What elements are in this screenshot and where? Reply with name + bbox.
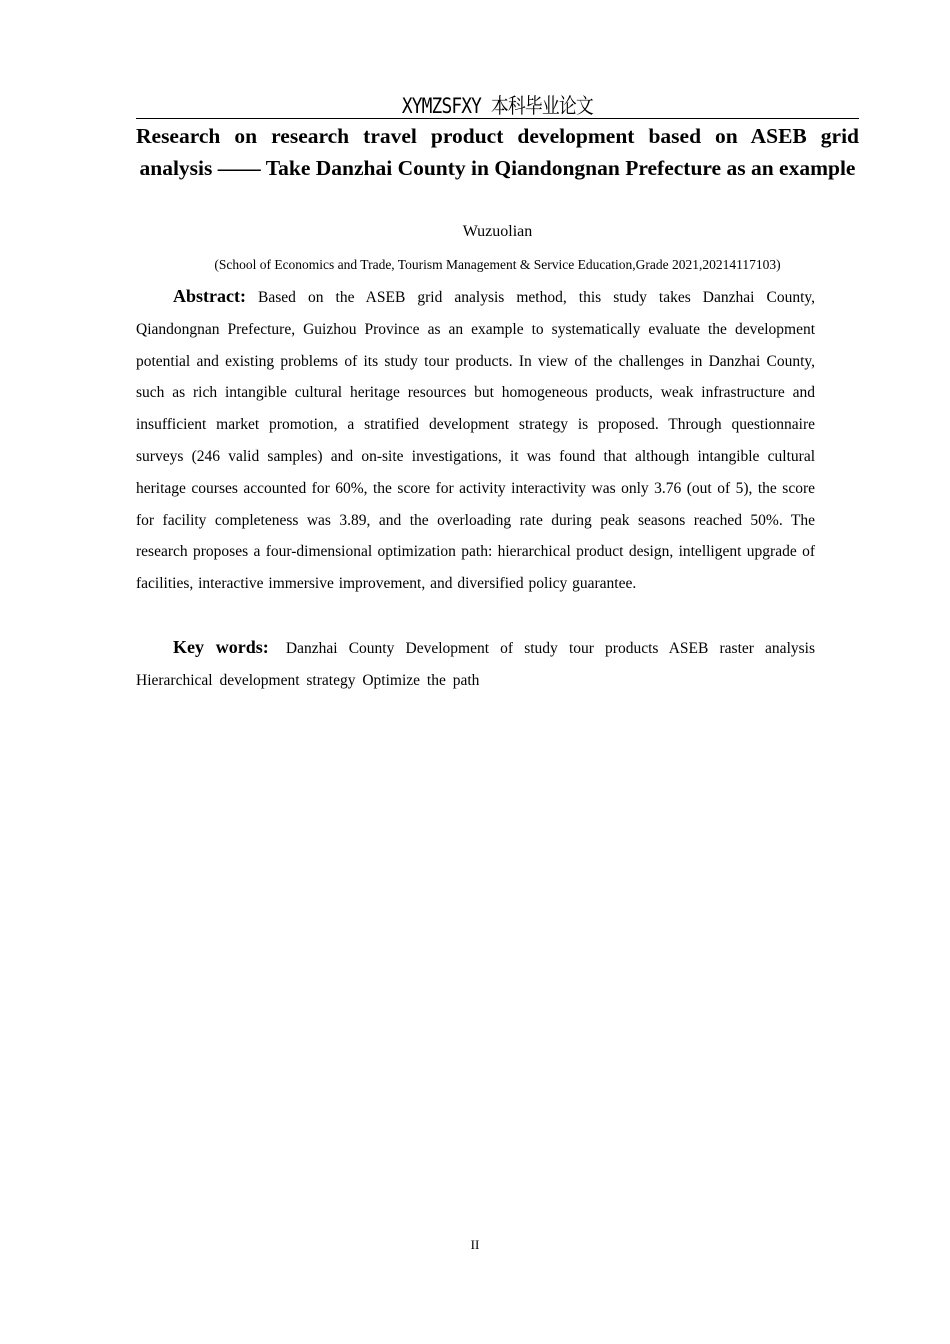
keywords-paragraph — [136, 632, 815, 697]
abstract-label: Abstract: — [173, 286, 246, 306]
abstract-paragraph — [136, 281, 815, 600]
running-header — [136, 94, 859, 119]
author-name: Wuzuolian — [462, 223, 533, 240]
page-number: II — [470, 1237, 480, 1252]
running-header-text: XYMZSFXY 本科毕业论文 — [401, 94, 594, 118]
author-affiliation: (School of Economics and Trade, Tourism Management & Service Education,Grade 2021,20214117103) — [214, 257, 781, 272]
keywords-label: Key words: — [173, 637, 269, 657]
keywords-text: Danzhai County Development of study tour products ASEB raster analysis Hierarchical development strategy Optimize the path — [136, 640, 815, 689]
abstract-text: Based on the ASEB grid analysis method, this study takes Danzhai County, Qiandongnan Prefecture, Guizhou Province as an example to systematically evaluate the development potential and existing problems of its study tour products. In view of the challenges in Danzhai County, such as rich intangible cultural heritage resources but homogeneous products, weak infrastructure and insufficient market promotion, a stratified development strategy is proposed. Through questionnaire surveys (246 valid samples) and on-site investigations, it was found that although intangible cultural heritage courses accounted for 60%, the score for activity interactivity was only 3.76 (out of 5), the score for facility completeness was 3.89, and the overloading rate during peak seasons reached 50%. The research proposes a four-dimensional optimization path: hierarchical product design, intelligent upgrade of facilities, interactive immersive improvement, and diversified policy guarantee. — [136, 289, 815, 593]
paper-title: Research on research travel product development based on ASEB grid analysis —— Take Danzhai County in Qiandongnan Prefecture as an example — [136, 124, 859, 180]
